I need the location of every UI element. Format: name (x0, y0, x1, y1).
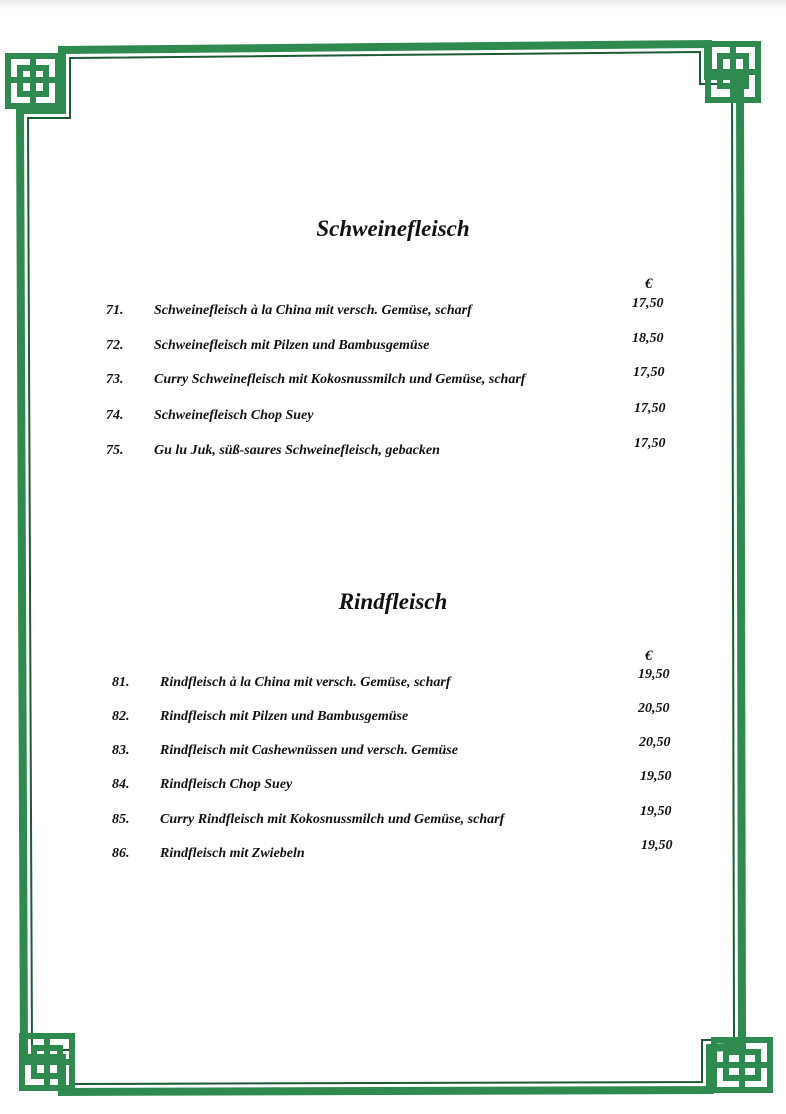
item-number: 86. (112, 846, 130, 861)
item-price: 17,50 (633, 365, 665, 380)
item-number: 84. (112, 777, 130, 792)
item-price: 20,50 (639, 735, 671, 750)
section-title: Schweinefleisch (316, 216, 470, 241)
item-price: 17,50 (634, 401, 666, 416)
item-name: Curry Schweinefleisch mit Kokosnussmilch und Gemüse, scharf (154, 372, 526, 387)
corner-ornament-top-left (8, 56, 58, 106)
item-name: Schweinefleisch à la China mit versch. Gemüse, scharf (154, 303, 472, 318)
corner-ornament-top-right (708, 44, 758, 100)
item-name: Rindfleisch mit Cashewnüssen und versch. Gemüse (160, 743, 458, 758)
item-number: 72. (106, 338, 124, 353)
item-name: Rindfleisch mit Pilzen und Bambusgemüse (160, 709, 409, 724)
item-name: Rindfleisch mit Zwiebeln (160, 846, 305, 861)
currency-symbol: € (645, 276, 653, 292)
item-price: 19,50 (640, 804, 672, 819)
item-number: 74. (106, 408, 124, 423)
item-number: 73. (106, 372, 124, 387)
section-title: Rindfleisch (338, 589, 448, 614)
item-price: 19,50 (641, 838, 673, 853)
item-price: 19,50 (638, 667, 670, 682)
item-name: Rindfleisch à la China mit versch. Gemüse, scharf (160, 675, 451, 690)
item-price: 17,50 (632, 296, 664, 311)
item-name: Schweinefleisch mit Pilzen und Bambusgemüse (154, 338, 430, 353)
item-number: 81. (112, 675, 130, 690)
item-price: 19,50 (640, 769, 672, 784)
item-number: 71. (106, 303, 124, 318)
item-name: Gu lu Juk, süß-saures Schweinefleisch, gebacken (154, 443, 440, 458)
item-number: 75. (106, 443, 124, 458)
currency-symbol: € (645, 648, 653, 664)
item-name: Schweinefleisch Chop Suey (154, 408, 314, 423)
item-price: 17,50 (634, 436, 666, 451)
item-price: 18,50 (632, 331, 664, 346)
item-number: 85. (112, 812, 130, 827)
item-price: 20,50 (638, 701, 670, 716)
item-name: Curry Rindfleisch mit Kokosnussmilch und Gemüse, scharf (160, 812, 505, 827)
item-number: 82. (112, 709, 130, 724)
item-number: 83. (112, 743, 130, 758)
item-name: Rindfleisch Chop Suey (160, 777, 293, 792)
